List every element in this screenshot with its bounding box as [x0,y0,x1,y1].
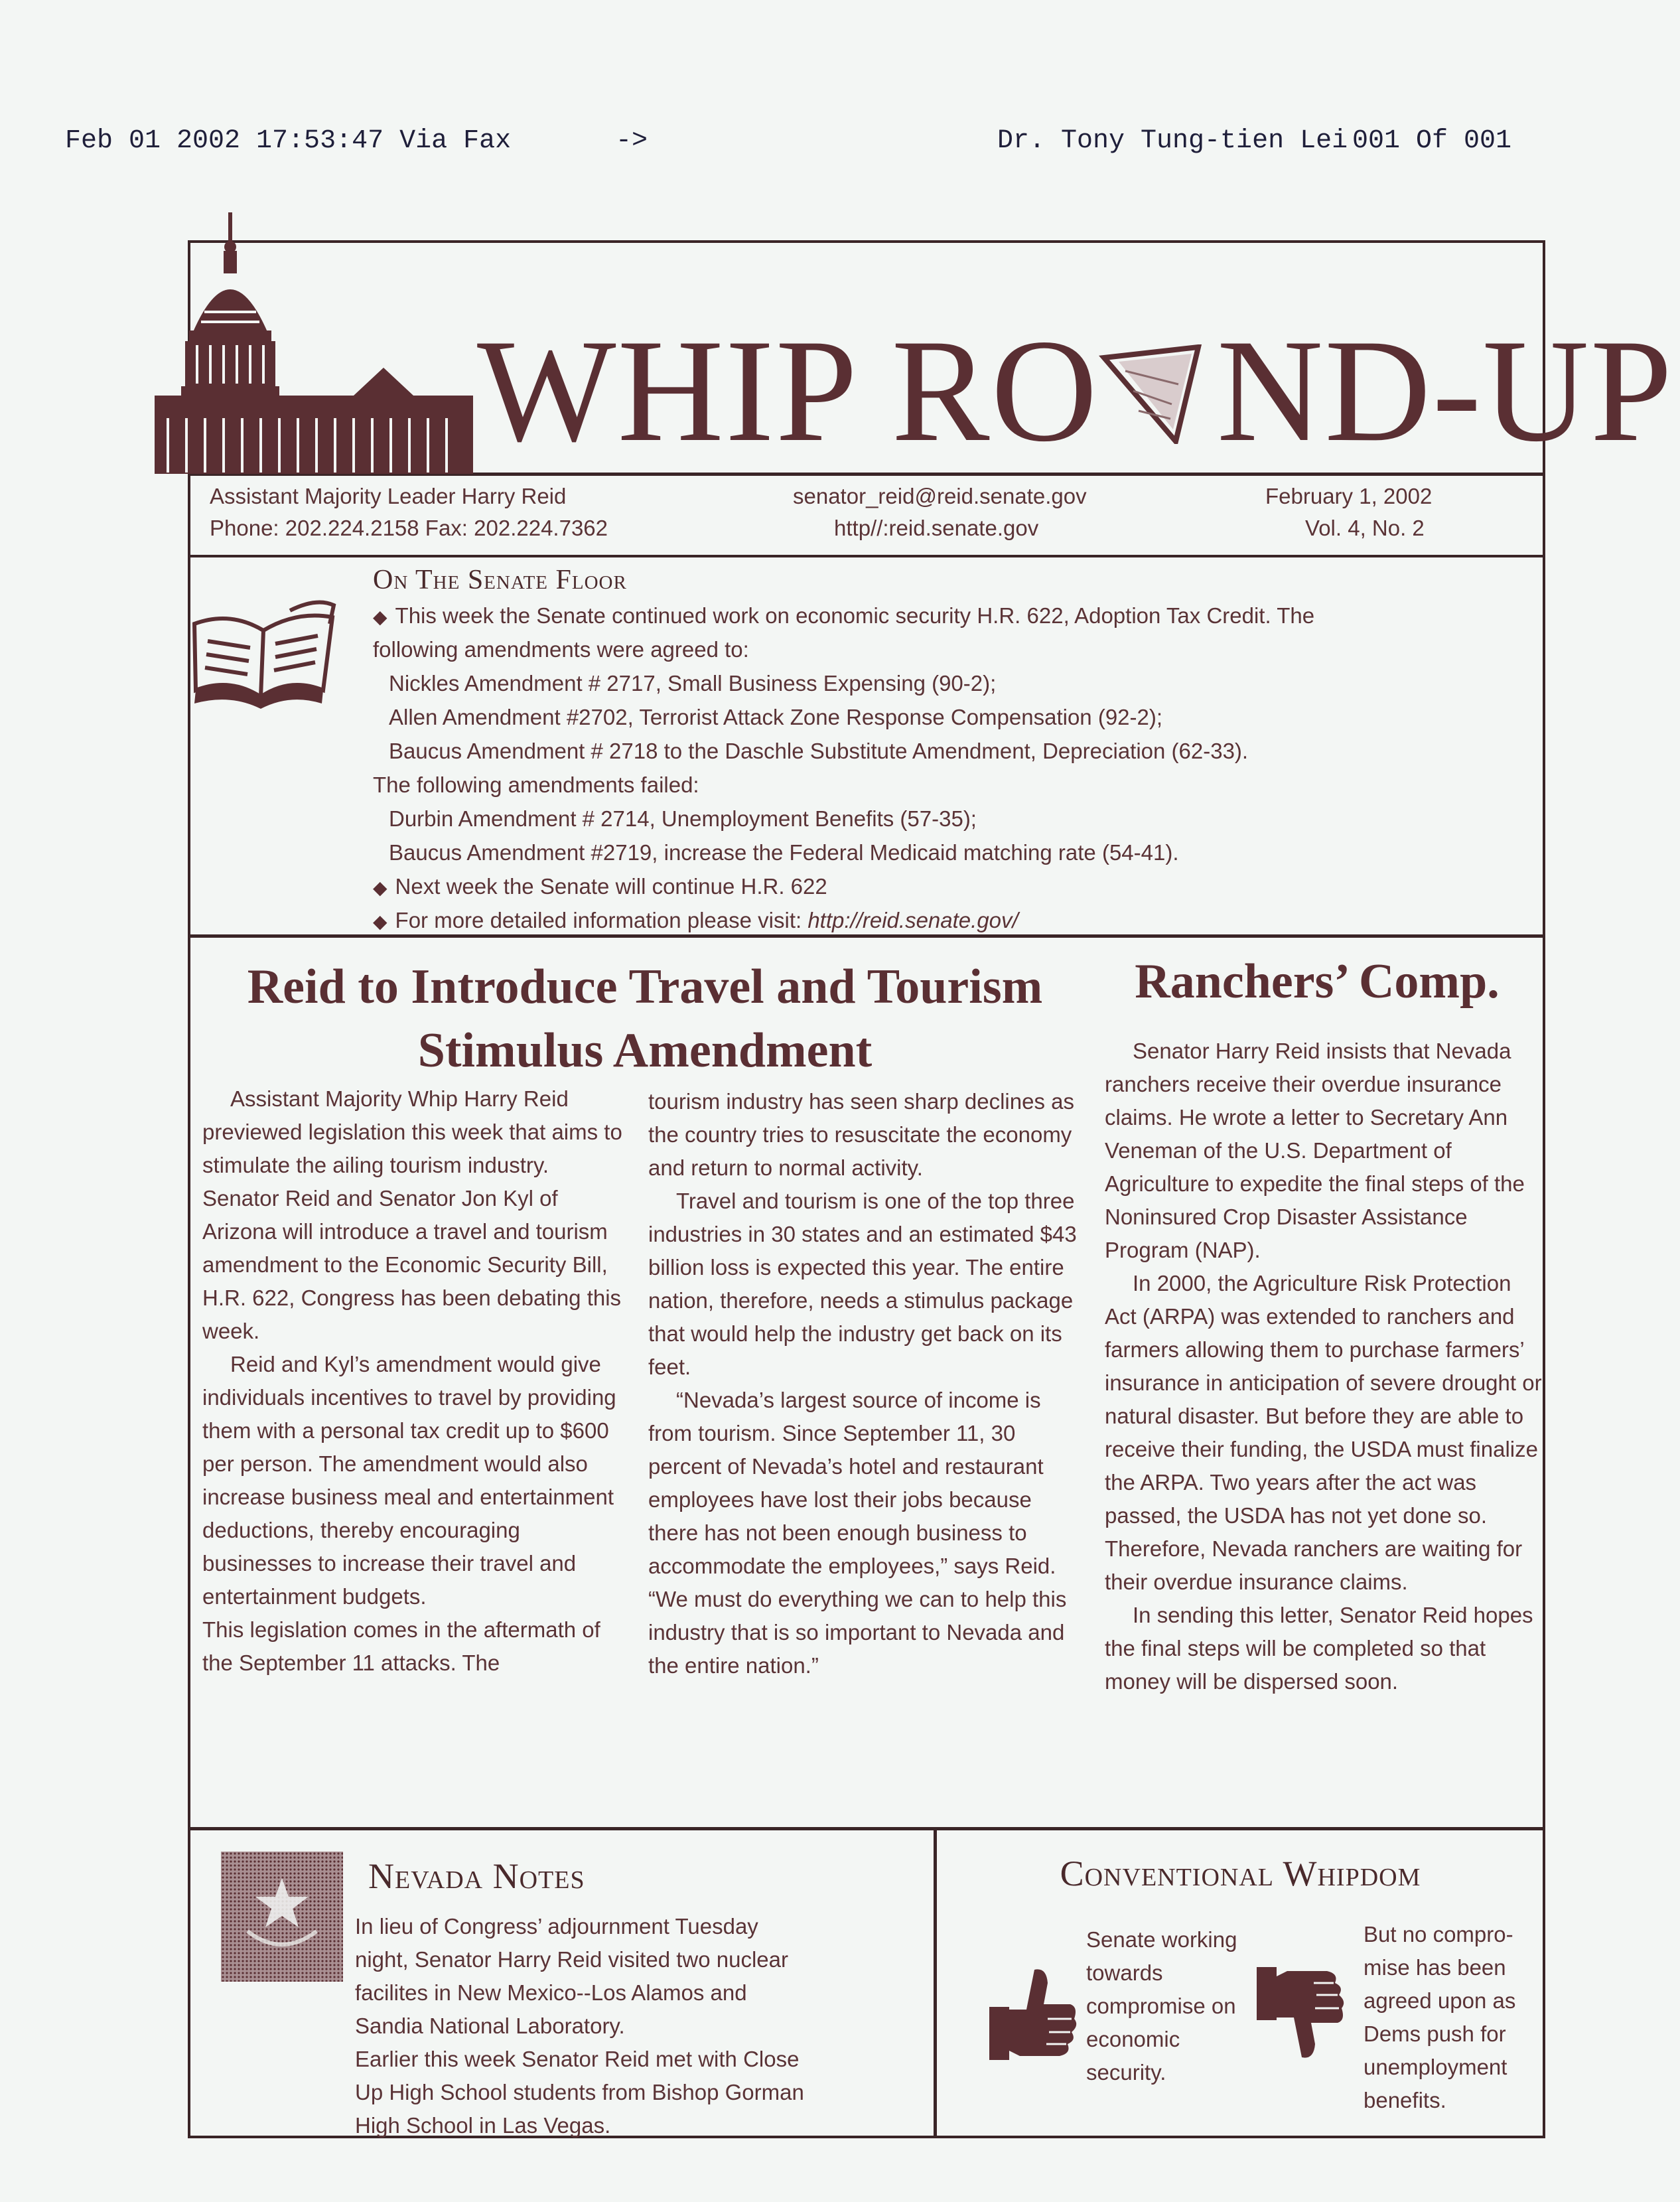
diamond-bullet-icon: ◆ [373,911,387,932]
newsletter-title [477,309,1674,473]
leader-name: Assistant Majority Leader Harry Reid [210,484,567,508]
article-paragraph: In sending this letter, Senator Reid hopes the final steps will be completed so that money will be dispersed soon. [1105,1603,1533,1694]
ranchers-headline: Ranchers’ Comp. [1135,954,1500,1009]
tourism-column-2 [648,1085,1080,1682]
email-address: senator_reid@reid.senate.gov [793,484,1087,508]
whipdom-line: security. [1086,2060,1166,2085]
floor-line [373,903,1527,937]
floor-line [373,599,1527,632]
bottom-section [190,1830,1543,2138]
tourism-headline-line1: Reid to Introduce Travel and Tourism [247,960,1043,1014]
note-line: Sandia National Laboratory. [355,2014,625,2038]
fax-timestamp: Feb 01 2002 17:53:47 Via Fax [65,126,512,156]
floor-line [373,700,1527,734]
whipdom-line: Senate working [1086,1927,1237,1952]
articles-section [190,938,1543,1830]
whipdom-line: unemployment [1364,2055,1507,2079]
article-paragraph: Assistant Majority Whip Harry Reid previewed legislation this week that aims to stimulate the ailing tourism industry. Senator Reid and Senator Jon Kyl of Arizona will introduce a travel and tourism amendment to the Economic Security Bill, H.R. 622, Congress has been debating this week. [202,1086,622,1343]
floor-link[interactable]: http://reid.senate.gov/ [807,908,1018,932]
whipdom-line: benefits. [1364,2088,1446,2112]
floor-lines [373,599,1527,937]
whipdom-line: mise has been [1364,1955,1506,1980]
article-paragraph: Travel and tourism is one of the top three industries in 30 states and an estimated $43 billion loss is expected this year. The entire nation, therefore, needs a stimulus package that would help the industry get back on its feet. [648,1189,1077,1379]
floor-line [373,802,1527,836]
article-paragraph: In 2000, the Agriculture Risk Protection Act (ARPA) was extended to ranchers and farmers allowing them to purchase farmers’ insurance in anticipation of severe drought or natural disaster. But before they are able to receive their funding, the USDA must finalize the ARPA. Two years after the act was passed, the USDA has not yet done so. Therefore, Nevada ranchers are waiting for their overdue insurance claims. [1105,1271,1542,1594]
whipdom-line: Dems push for [1364,2021,1506,2046]
diamond-bullet-icon: ◆ [373,607,387,627]
whipdom-line: But no compro- [1364,1922,1513,1946]
note-line: In lieu of Congress’ adjournment Tuesday [355,1914,758,1939]
phone-fax: Phone: 202.224.2158 Fax: 202.224.7362 [210,516,608,540]
note-line: Up High School students from Bishop Gorman [355,2080,804,2104]
article-paragraph: “Nevada’s largest source of income is from tourism. Since September 11, 30 percent of Nevada’s hotel and restaurant employees have lost their jobs because there has not been enough business to accommodate the employees,” says Reid. “We must do everything we can to help this industry that is so important to Nevada and the entire nation.” [648,1388,1067,1678]
floor-line [373,768,1527,802]
tourism-headline-line2: Stimulus Amendment [417,1023,873,1078]
issue-volume: Vol. 4, No. 2 [1305,516,1425,540]
floor-line [373,734,1527,768]
floor-line-text: The following amendments failed: [373,772,699,797]
newsletter-frame [188,240,1674,2138]
tourism-headline [204,955,1086,1082]
section-heading: On The Senate Floor [373,565,627,595]
note-line: High School in Las Vegas. [355,2113,611,2138]
floor-line-text: For more detailed information please visit: [395,908,808,932]
floor-line [373,666,1527,700]
fax-arrow: -> [616,126,648,156]
title-left: WHIP RO [477,309,1099,473]
whipdom-up-text [1086,1923,1265,2089]
floor-line [373,836,1527,869]
whipdom-line: agreed upon as [1364,1988,1516,2013]
nevada-flag-icon [221,1852,343,1982]
whipdom-line: compromise on [1086,1994,1236,2018]
floor-line-text: Baucus Amendment #2719, increase the Federal Medicaid matching rate (54-41). [389,840,1179,865]
contact-bar [190,473,1543,557]
floor-line-text: Baucus Amendment # 2718 to the Daschle Substitute Amendment, Depreciation (62-33). [389,739,1249,763]
nevada-notes-box [190,1830,937,2138]
thumbs-up-icon [987,1963,1080,2063]
note-line: Earlier this week Senator Reid met with Close [355,2047,800,2071]
floor-line [373,869,1527,903]
article-paragraph: This legislation comes in the aftermath of the September 11 attacks. The [202,1617,600,1675]
note-line: facilites in New Mexico--Los Alamos and [355,1980,747,2005]
floor-line-text: Durbin Amendment # 2714, Unemployment Benefits (57-35); [389,806,977,831]
nevada-notes-heading: Nevada Notes [368,1856,585,1896]
floor-line-text: Allen Amendment #2702, Terrorist Attack Zone Response Compensation (92-2); [389,705,1163,729]
floor-line [373,632,1527,666]
whipdom-down-text [1364,1918,1539,2117]
tourism-column-1 [202,1082,627,1680]
whipdom-line: economic [1086,2027,1180,2051]
article-paragraph: Reid and Kyl’s amendment would give individuals incentives to travel by providing them with a personal tax credit up to $600 per person. The amendment would also increase business meal and entertainment deductions, thereby encouraging businesses to increase their travel and entertainment budgets. [202,1352,616,1609]
capitol-dome-icon [155,212,473,475]
fax-recipient: Dr. Tony Tung-tien Lei [997,126,1348,156]
whipdom-box [937,1830,1544,2138]
nevada-notes-body [355,1910,919,2142]
whipdom-line: towards [1086,1960,1163,1985]
title-right: ND-UP [1216,309,1674,473]
article-paragraph: Senator Harry Reid insists that Nevada ranchers receive their overdue insurance claims. He wrote a letter to Secretary Ann Veneman of the U.S. Department of Agriculture to expedite the final steps of the Noninsured Crop Disaster Assistance Program (NAP). [1105,1039,1525,1262]
senate-floor-section [190,557,1543,938]
floor-line-text: following amendments were agreed to: [373,637,749,662]
ranchers-column [1105,1035,1543,1698]
note-line: night, Senator Harry Reid visited two nuclear [355,1947,788,1972]
fax-page-count: 001 Of 001 [1352,126,1512,156]
masthead [190,243,1674,476]
thumbs-down-icon [1254,1964,1347,2064]
open-book-icon [190,597,338,710]
whipdom-heading: Conventional Whipdom [1060,1854,1421,1893]
diamond-bullet-icon: ◆ [373,877,387,898]
floor-line-text: This week the Senate continued work on economic security H.R. 622, Adoption Tax Credit. The [395,603,1315,628]
issue-date: February 1, 2002 [1265,484,1433,508]
article-paragraph: tourism industry has seen sharp declines as the country tries to resuscitate the economy and return to normal activity. [648,1089,1074,1180]
website-url: http//:reid.senate.gov [834,516,1039,540]
nevada-map-icon [1099,344,1217,444]
floor-line-text: Nickles Amendment # 2717, Small Business Expensing (90-2); [389,671,997,696]
floor-line-text: Next week the Senate will continue H.R. 622 [395,874,827,899]
